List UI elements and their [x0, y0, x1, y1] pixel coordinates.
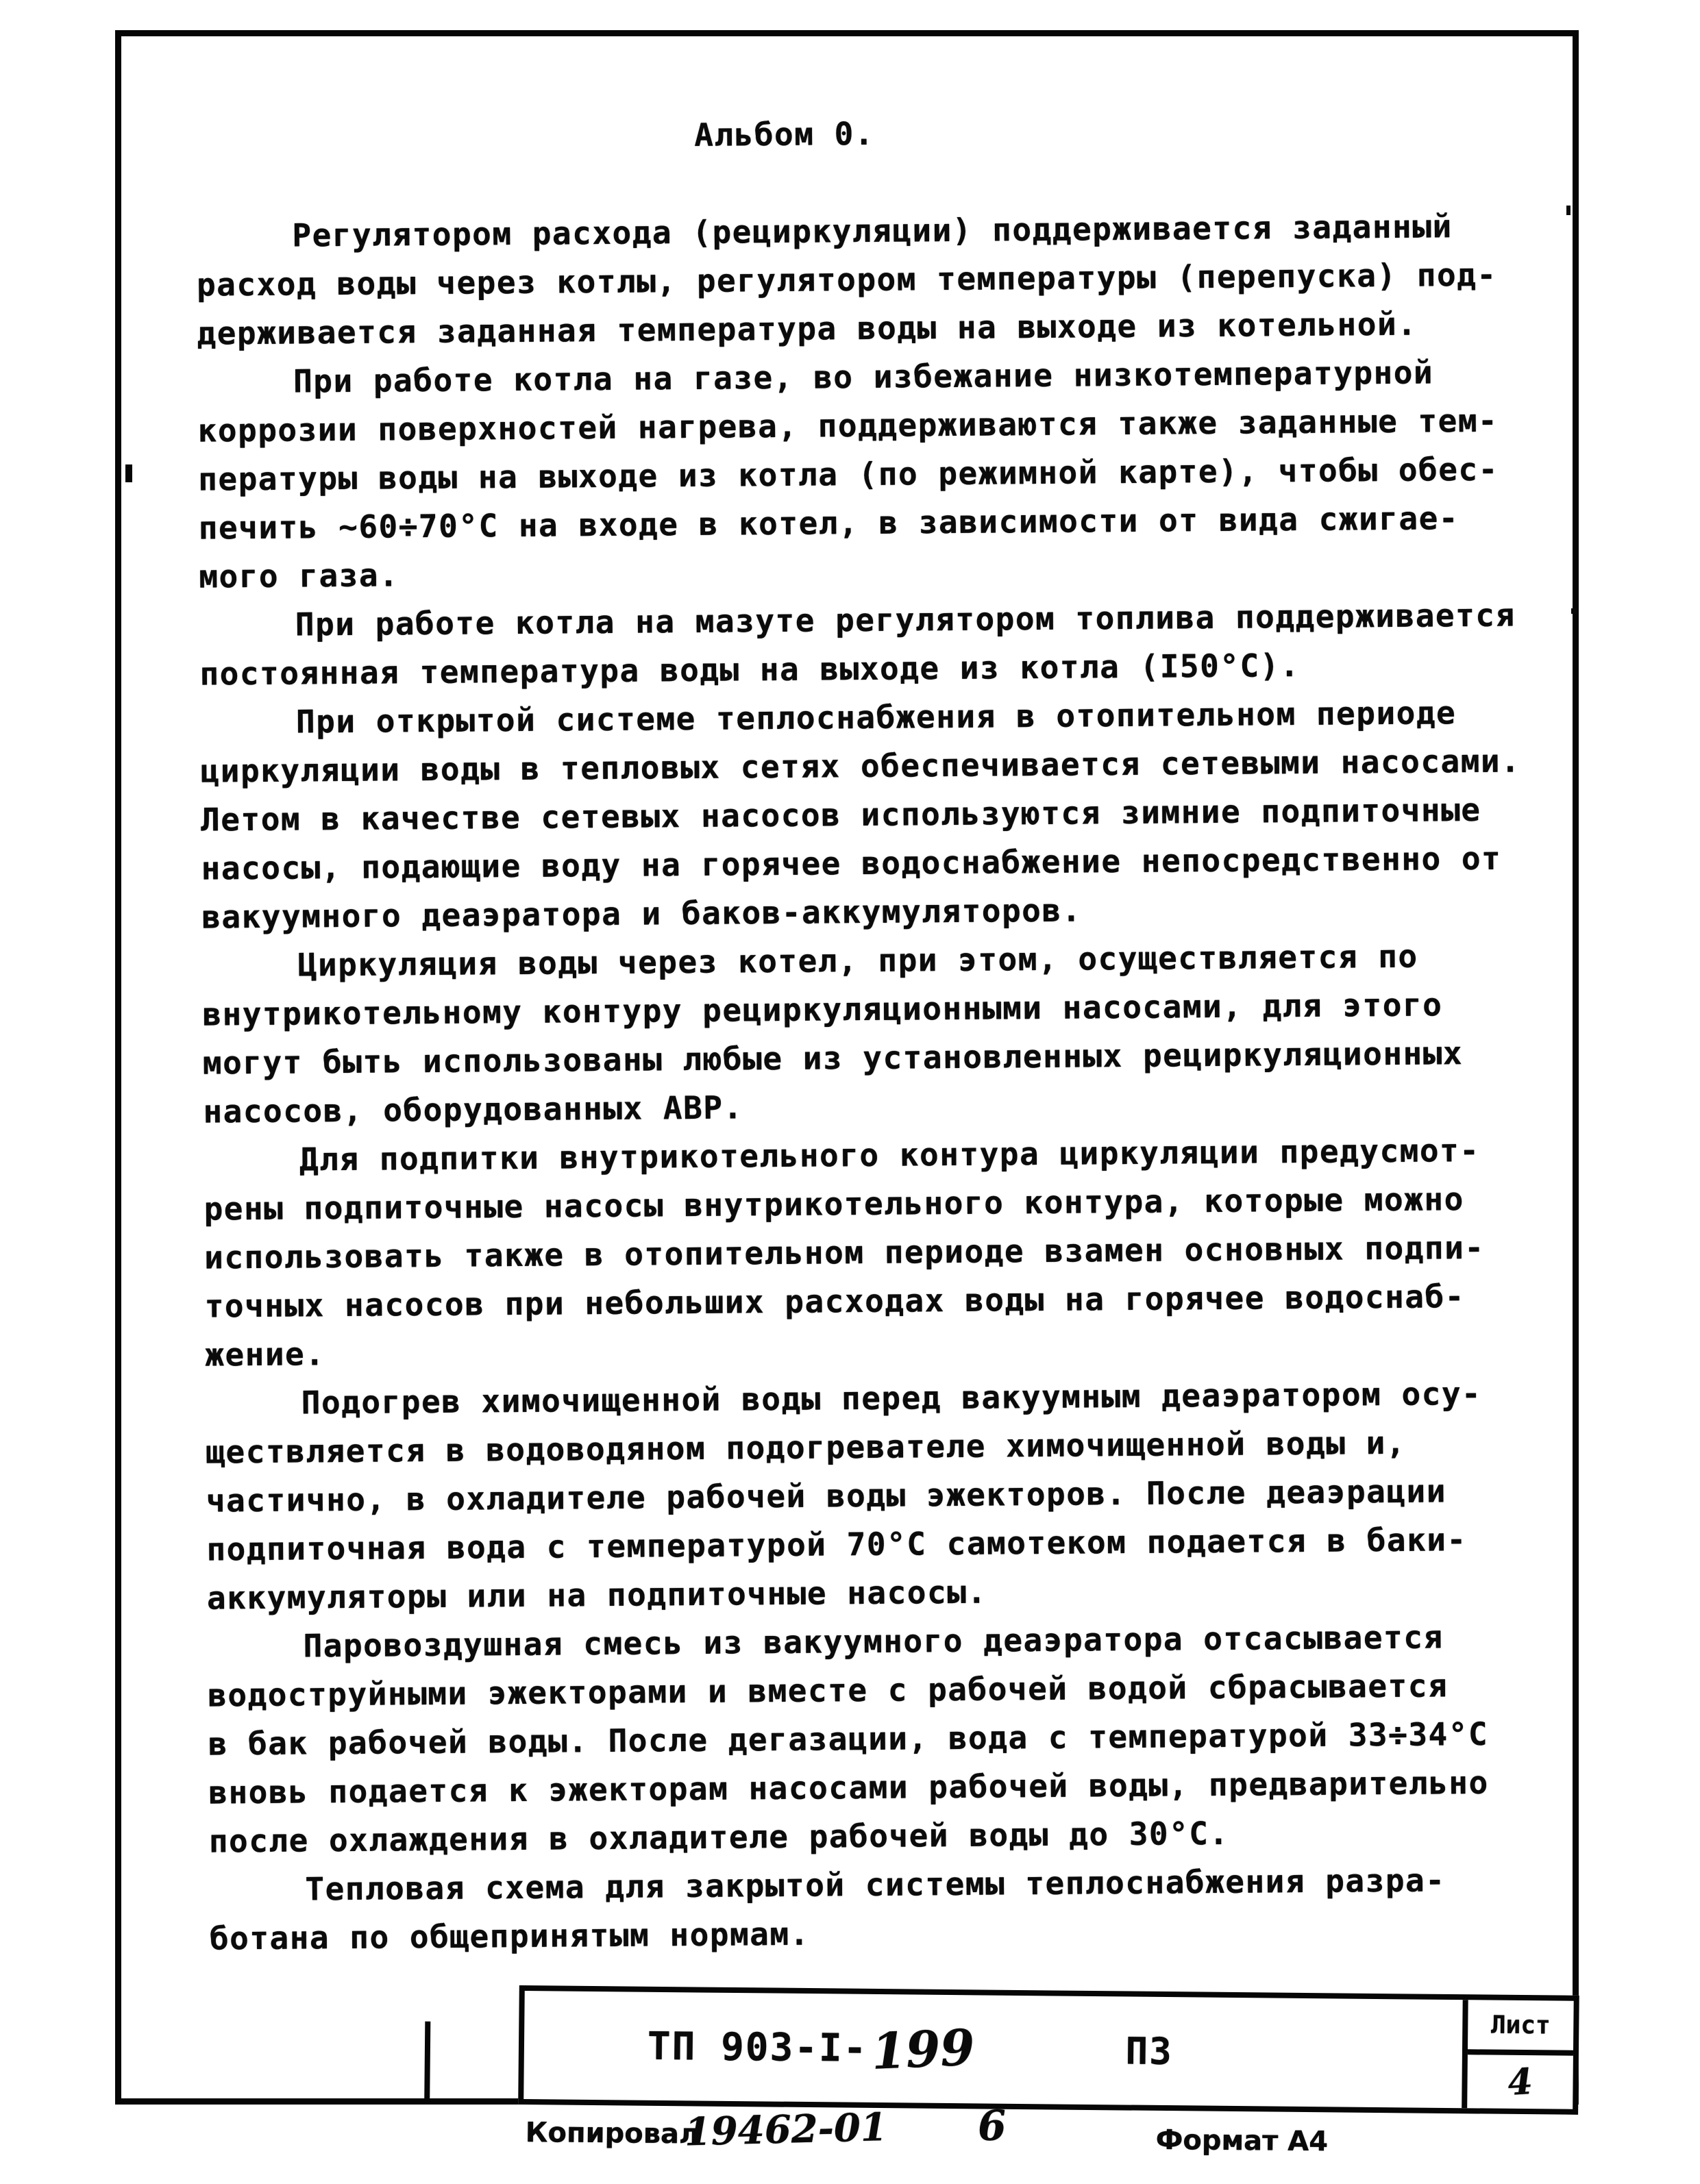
document-code: ПЗ [1125, 2028, 1174, 2073]
paragraph: Тепловая схема для закрытой системы теплоснабжения разра- ботана по общепринятым нормам. [209, 1861, 1446, 1957]
sheet-number: 4 [1506, 2060, 1534, 2104]
title-block [518, 1985, 1579, 2115]
copied-number-handwritten: 19462-01 [684, 2104, 888, 2155]
paragraph: Паровоздушная смесь из вакуумного деаэратора отсасывается водоструйными эжекторами и вместе с рабочей водой сбрасывается в бак рабочей воды. После дегазации, вода с температурой 33÷34°С вновь подается к эжекторам насосами рабочей воды, предварительно после охлаждения в охладителе рабочей воды до 30°С. [207, 1618, 1489, 1860]
document-number: ТП 903-I- [647, 2024, 868, 2071]
page-title: Альбом 0. [694, 114, 875, 153]
paragraph: Для подпитки внутрикотельного контура циркуляции предусмот- рены подпиточные насосы внутрикотельного контура, которые можно использовать также в отопительном периоде взамен основных подпи- точных насосов при небольших расходах воды на горячее водоснаб- жение. [204, 1131, 1485, 1374]
paragraph: При работе котла на газе, во избежание низкотемпературной коррозии поверхностей нагрева, поддерживаются также заданные тем- пературы воды на выходе из котла (по режимной карте), чтобы обес- печить ~60÷70°С на входе в котел, в зависимости от вида сжигае- мого газа. [197, 353, 1499, 595]
paragraph: При работе котла на мазуте регулятором топлива поддерживается постоянная температура воды на выходе из котла (I50°С). [199, 596, 1516, 693]
format-label: Формат А4 [1155, 2124, 1329, 2158]
paragraph: Подогрев химочищенной воды перед вакуумным деаэратором осу- ществляется в водоводяном подогревателе химочищенной воды и, частично, в охладителе рабочей воды эжекторов. После деаэрации подпиточная вода с температурой 70°С самотеком подается в баки- аккумуляторы или на подпиточные насосы. [206, 1374, 1482, 1617]
title-block-main-cell [523, 1991, 1462, 2108]
copied-label: Копировал [525, 2117, 700, 2150]
copy-count-handwritten: 6 [976, 2101, 1008, 2151]
title-block-sheet-column [1462, 2000, 1574, 2109]
paragraph: Регулятором расхода (рециркуляции) поддерживается заданный расход воды через котлы, регулятором температуры (перепуска) под- держивается заданная температура воды на выходе из котельной. [196, 208, 1497, 352]
stamp-left-divider [424, 2022, 430, 2102]
document-number-handwritten: 199 [870, 2017, 976, 2081]
paragraph: Циркуляция воды через котел, при этом, осуществляется по внутрикотельному контуру рециркуляционными насосами, для этого могут быть использованы любые из установленных рециркуляционных насосов, оборудованных АВР. [202, 937, 1464, 1130]
paragraph: При открытой системе теплоснабжения в отопительном периоде циркуляции воды в тепловых сетях обеспечивается сетевыми насосами. Летом в качестве сетевых насосов используются зимние подпиточные насосы, подающие воду на горячее водоснабжение непосредственно от вакуумного деаэратора и баков-аккумуляторов. [200, 694, 1521, 936]
sheet-label: Лист [1468, 2000, 1574, 2055]
